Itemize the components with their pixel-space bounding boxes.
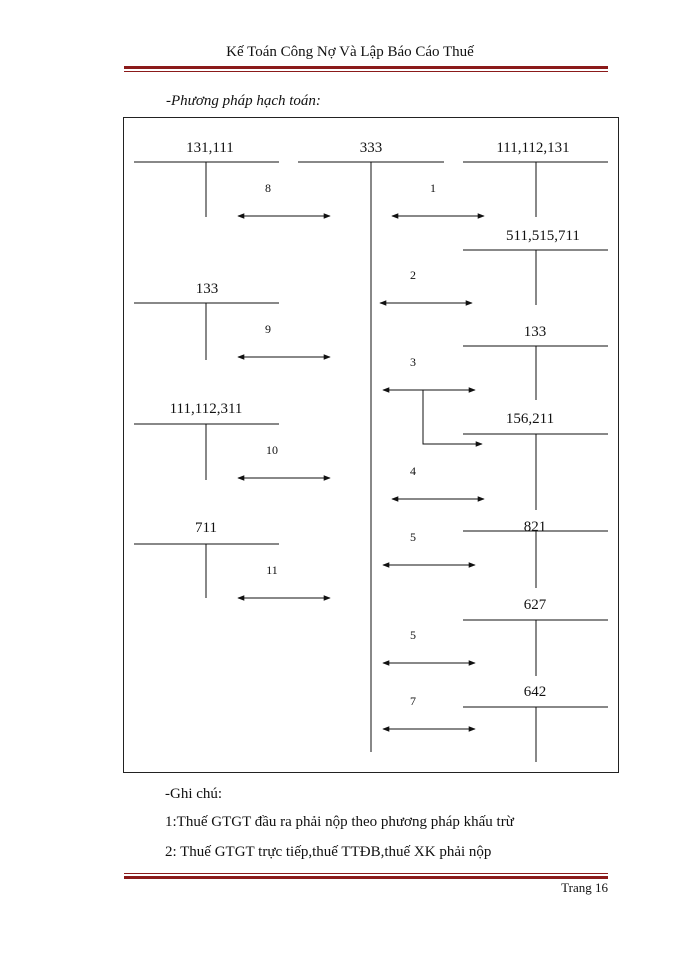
t-account-right-5	[463, 519, 608, 588]
t-account-center-333	[298, 140, 444, 752]
flow-arrow-4	[392, 464, 484, 499]
flow-arrow-5a	[383, 530, 475, 565]
account-label: 511,515,711	[506, 228, 580, 244]
arrow-number: 7	[410, 694, 416, 708]
flow-arrow-1	[392, 181, 484, 216]
t-account-right-7	[463, 684, 608, 762]
flow-arrow-11	[238, 563, 330, 598]
page-header-title: Kế Toán Công Nợ Và Lập Báo Cáo Thuế	[226, 44, 474, 60]
account-label: 642	[523, 684, 547, 700]
account-label: 111,112,131	[496, 140, 570, 156]
t-account-left-2	[134, 281, 279, 360]
footer-rule-thin	[124, 873, 608, 874]
t-account-right-2	[463, 228, 608, 305]
arrow-number: 11	[266, 563, 278, 577]
t-account-right-1	[463, 140, 608, 217]
note-item: 1:Thuế GTGT đầu ra phải nộp theo phương pháp khấu trừ	[165, 814, 514, 830]
t-account-left-4	[134, 520, 279, 598]
t-account-left-3	[134, 401, 279, 480]
flow-arrow-9	[238, 322, 330, 357]
account-label: 131,111	[186, 140, 234, 156]
arrow-number: 1	[430, 181, 436, 195]
flow-arrow-8	[238, 181, 330, 216]
account-label: 627	[523, 597, 547, 613]
flow-arrow-2	[380, 268, 472, 303]
account-label: 156,211	[505, 411, 555, 427]
t-account-right-3	[463, 324, 608, 400]
note-item: 2: Thuế GTGT trực tiếp,thuế TTĐB,thuế XK phải nộp	[165, 844, 492, 860]
arrow-number: 2	[410, 268, 416, 282]
arrow-number: 8	[265, 181, 271, 195]
account-label: 133	[195, 281, 219, 297]
flow-arrow-7	[383, 694, 475, 729]
t-account-left-1	[134, 140, 279, 217]
t-account-right-6	[463, 597, 608, 676]
account-label: 111,112,311	[169, 401, 243, 417]
footer-rule	[124, 876, 608, 879]
flow-arrow-5b	[383, 628, 475, 663]
arrow-number: 5	[410, 628, 416, 642]
page-number: Trang 16	[561, 880, 608, 895]
account-label: 711	[195, 520, 217, 536]
arrow-number: 9	[265, 322, 271, 336]
flow-arrow-10	[238, 443, 330, 478]
t-account-right-4	[463, 411, 608, 510]
account-label: 821	[523, 519, 547, 535]
account-label: 133	[523, 324, 547, 340]
notes-heading: -Ghi chú:	[165, 786, 223, 802]
arrow-number: 10	[266, 443, 278, 457]
arrow-number: 3	[410, 355, 416, 369]
arrow-number: 5	[410, 530, 416, 544]
account-label: 333	[359, 140, 383, 156]
flow-arrow-3	[383, 355, 482, 444]
method-heading: -Phương pháp hạch toán:	[166, 93, 321, 109]
arrow-number: 4	[410, 464, 416, 478]
